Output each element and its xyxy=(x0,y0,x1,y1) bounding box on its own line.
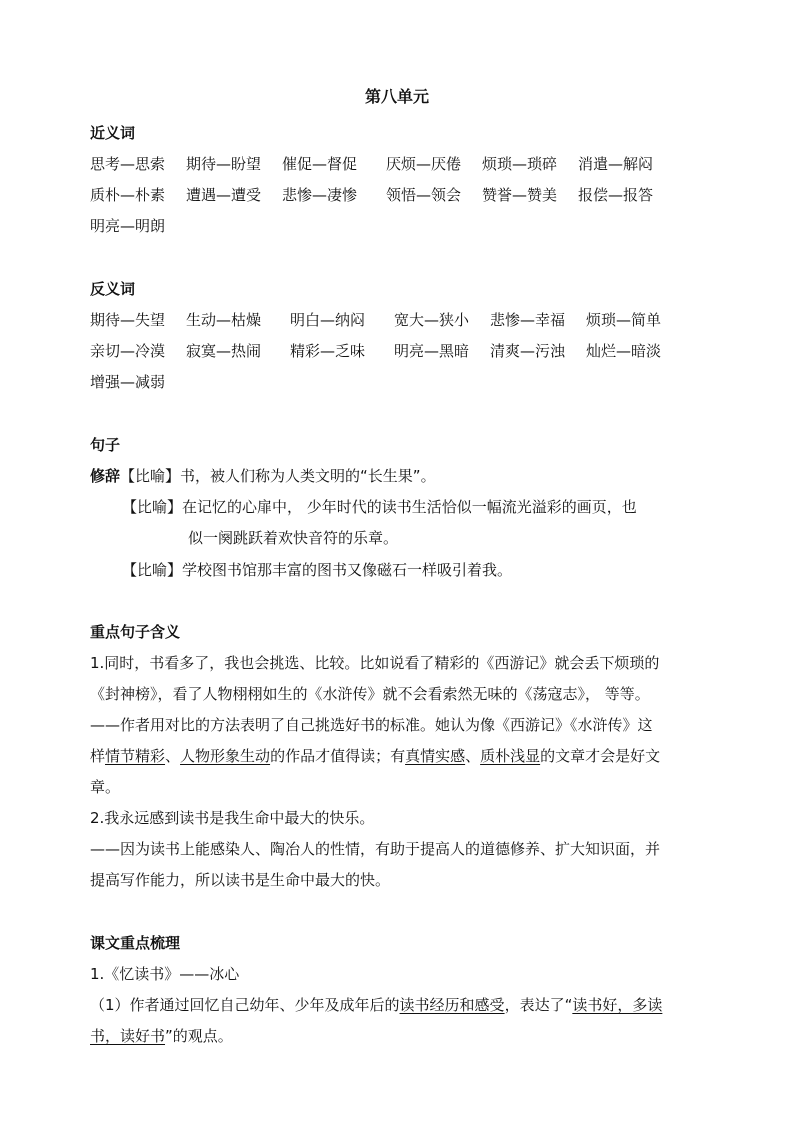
underlined-key-phrase: 质朴浅显 xyxy=(480,747,541,765)
meaning-heading: 重点句子含义 xyxy=(90,623,181,641)
paragraph-line: 章。 xyxy=(90,778,121,796)
word-pair: 清爽—污浊 xyxy=(490,342,566,360)
word-pair: 增强—减弱 xyxy=(90,373,166,391)
word-pair: 悲惨—幸福 xyxy=(490,311,566,329)
text-span: ”的观点。 xyxy=(165,1027,233,1045)
text-span: 的作品才值得读；有 xyxy=(270,747,406,765)
paragraph-line: ——作者用对比的方法表明了自己挑选好书的标准。她认为像《西游记》《水浒传》这 xyxy=(90,716,653,734)
word-pair: 期待—盼望 xyxy=(186,155,262,173)
text-span: （1）作者通过回忆自己幼年、少年及成年后的 xyxy=(90,996,400,1014)
underlined-key-phrase: 书，读好书 xyxy=(90,1027,166,1045)
text-span: 、 xyxy=(165,747,181,765)
word-pair: 期待—失望 xyxy=(90,311,166,329)
paragraph-line: ——因为读书上能感染人、陶冶人的性情，有助于提高人的道德修养、扩大知识面，并 xyxy=(90,840,661,858)
underlined-key-phrase: 人物形象生动 xyxy=(180,747,271,765)
page-title: 第八单元 xyxy=(364,87,429,106)
summary-heading: 课文重点梳理 xyxy=(90,934,181,952)
word-pair: 思考—思索 xyxy=(90,155,166,173)
word-pair: 寂寞—热闹 xyxy=(186,342,262,360)
word-pair: 明白—纳闷 xyxy=(290,311,366,329)
word-pair: 宽大—狭小 xyxy=(394,311,470,329)
antonyms-row xyxy=(90,340,730,362)
word-pair: 悲惨—凄惨 xyxy=(282,186,358,204)
sentence-simile xyxy=(90,465,436,487)
word-pair: 精彩—乏味 xyxy=(290,342,366,360)
word-pair: 消遣—解闷 xyxy=(578,155,654,173)
antonyms-row xyxy=(90,371,730,393)
synonyms-heading: 近义词 xyxy=(90,124,136,142)
word-pair: 领悟—领会 xyxy=(386,186,462,204)
underlined-key-phrase: 情节精彩 xyxy=(105,747,166,765)
synonyms-row xyxy=(90,215,730,237)
word-pair: 明亮—明朗 xyxy=(90,217,166,235)
summary-line xyxy=(90,1025,233,1047)
simile-tag: 【比喻】 xyxy=(122,561,183,579)
sentence-text: 在记忆的心扉中， 少年时代的读书生活恰似一幅流光溢彩的画页，也 xyxy=(182,498,637,516)
sentences-heading: 句子 xyxy=(90,436,121,454)
word-pair: 明亮—黑暗 xyxy=(394,342,470,360)
rhetoric-label: 修辞 xyxy=(90,467,121,485)
summary-line xyxy=(90,994,662,1016)
paragraph-line: 提高写作能力，所以读书是生命中最大的快。 xyxy=(90,871,391,889)
synonyms-row xyxy=(90,184,730,206)
underlined-key-phrase: 读书好，多读 xyxy=(572,996,663,1014)
word-pair: 厌烦—厌倦 xyxy=(386,155,462,173)
sentence-simile xyxy=(122,559,512,581)
simile-tag: 【比喻】 xyxy=(120,467,181,485)
text-span: 、 xyxy=(465,747,481,765)
antonyms-heading: 反义词 xyxy=(90,280,136,298)
underlined-key-phrase: 真情实感 xyxy=(405,747,466,765)
word-pair: 赞誉—赞美 xyxy=(482,186,558,204)
word-pair: 灿烂—暗淡 xyxy=(586,342,662,360)
word-pair: 质朴—朴素 xyxy=(90,186,166,204)
paragraph-line xyxy=(90,745,660,767)
paragraph-line: 1.同时，书看多了，我也会挑选、比较。比如说看了精彩的《西游记》就会丢下烦琐的 xyxy=(90,654,660,672)
word-pair: 烦琐—琐碎 xyxy=(482,155,558,173)
text-span: ，表达了“ xyxy=(504,996,573,1014)
simile-tag: 【比喻】 xyxy=(122,498,183,516)
text-span: 的文章才会是好文 xyxy=(540,747,661,765)
word-pair: 催促—督促 xyxy=(282,155,358,173)
underlined-key-phrase: 读书经历和感受 xyxy=(399,996,505,1014)
word-pair: 烦琐—简单 xyxy=(586,311,662,329)
sentence-text: 学校图书馆那丰富的图书又像磁石一样吸引着我。 xyxy=(182,561,513,579)
word-pair: 报偿—报答 xyxy=(578,186,654,204)
paragraph-line: 2.我永远感到读书是我生命中最大的快乐。 xyxy=(90,809,375,827)
sentence-continuation: 似一阕跳跃着欢快音符的乐章。 xyxy=(188,529,399,547)
sentence-text: 书，被人们称为人类文明的“长生果”。 xyxy=(180,467,436,485)
word-pair: 生动—枯燥 xyxy=(186,311,262,329)
text-span: 样 xyxy=(90,747,106,765)
synonyms-row xyxy=(90,153,730,175)
word-pair: 亲切—冷漠 xyxy=(90,342,166,360)
paragraph-line: 《封神榜》，看了人物栩栩如生的《水浒传》就不会看索然无味的《荡寇志》， 等等。 xyxy=(90,685,650,703)
summary-item: 1.《忆读书》——冰心 xyxy=(90,965,240,983)
word-pair: 遭遇—遭受 xyxy=(186,186,262,204)
sentence-simile xyxy=(122,496,637,518)
antonyms-row xyxy=(90,309,730,331)
